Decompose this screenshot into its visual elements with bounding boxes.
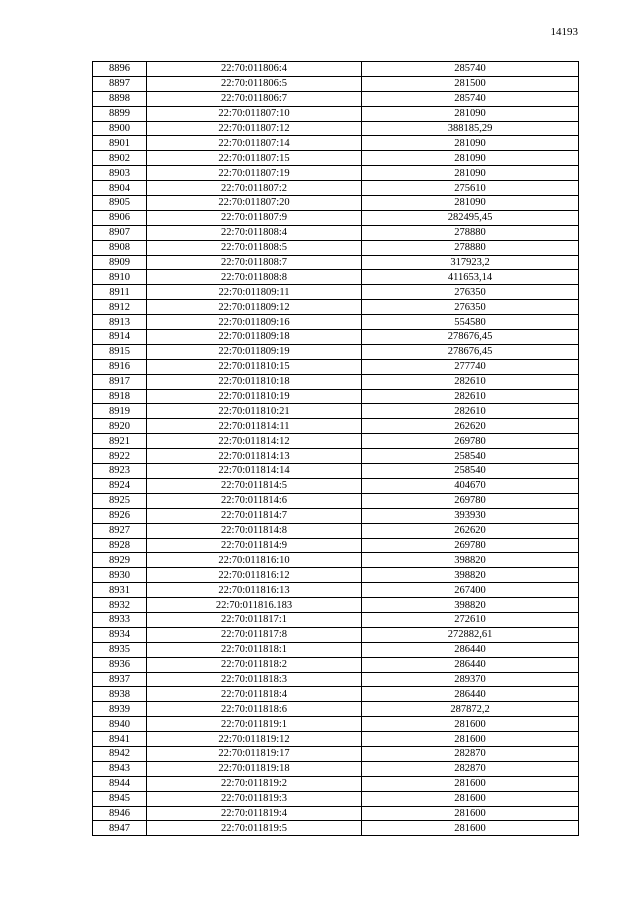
cadastral-number-cell: 22:70:011814:8: [147, 523, 362, 538]
row-index-cell: 8922: [93, 449, 147, 464]
cadastral-value-cell: 278880: [362, 240, 579, 255]
cadastral-number-cell: 22:70:011814:6: [147, 493, 362, 508]
table-row: [93, 523, 579, 538]
row-index-cell: 8896: [93, 62, 147, 77]
row-index-cell: 8905: [93, 196, 147, 211]
row-index-cell: 8914: [93, 330, 147, 345]
cadastral-number-cell: 22:70:011810:15: [147, 359, 362, 374]
cadastral-value-cell: 281600: [362, 806, 579, 821]
cadastral-value-cell: 282610: [362, 389, 579, 404]
cadastral-number-cell: 22:70:011816:10: [147, 553, 362, 568]
cadastral-value-cell: 272610: [362, 612, 579, 627]
table-row: [93, 121, 579, 136]
cadastral-value-cell: 286440: [362, 657, 579, 672]
table-row: [93, 761, 579, 776]
cadastral-value-cell: 281600: [362, 732, 579, 747]
table-row: [93, 642, 579, 657]
cadastral-number-cell: 22:70:011807:15: [147, 151, 362, 166]
row-index-cell: 8897: [93, 76, 147, 91]
row-index-cell: 8927: [93, 523, 147, 538]
row-index-cell: 8919: [93, 404, 147, 419]
cadastral-value-cell: 398820: [362, 553, 579, 568]
cadastral-value-cell: 554580: [362, 315, 579, 330]
cadastral-value-cell: 269780: [362, 434, 579, 449]
page-number: 14193: [550, 26, 578, 38]
row-index-cell: 8912: [93, 300, 147, 315]
cadastral-value-cell: 282870: [362, 761, 579, 776]
row-index-cell: 8946: [93, 806, 147, 821]
cadastral-number-cell: 22:70:011814:14: [147, 464, 362, 479]
cadastral-value-cell: 285740: [362, 62, 579, 77]
table-row: [93, 62, 579, 77]
cadastral-number-cell: 22:70:011806:7: [147, 91, 362, 106]
cadastral-value-cell: 278676,45: [362, 344, 579, 359]
cadastral-number-cell: 22:70:011817:8: [147, 627, 362, 642]
cadastral-value-cell: 282610: [362, 404, 579, 419]
cadastral-number-cell: 22:70:011814:11: [147, 419, 362, 434]
row-index-cell: 8941: [93, 732, 147, 747]
table-row: [93, 285, 579, 300]
cadastral-number-cell: 22:70:011809:12: [147, 300, 362, 315]
cadastral-number-cell: 22:70:011810:18: [147, 374, 362, 389]
row-index-cell: 8911: [93, 285, 147, 300]
cadastral-number-cell: 22:70:011806:5: [147, 76, 362, 91]
table-row: [93, 210, 579, 225]
table-row: [93, 746, 579, 761]
row-index-cell: 8901: [93, 136, 147, 151]
cadastral-value-cell: 388185,29: [362, 121, 579, 136]
row-index-cell: 8926: [93, 508, 147, 523]
table-row: [93, 776, 579, 791]
cadastral-value-cell: 276350: [362, 285, 579, 300]
cadastral-value-cell: 282495,45: [362, 210, 579, 225]
cadastral-number-cell: 22:70:011807:10: [147, 106, 362, 121]
cadastral-number-cell: 22:70:011809:16: [147, 315, 362, 330]
table-row: [93, 76, 579, 91]
row-index-cell: 8930: [93, 568, 147, 583]
row-index-cell: 8899: [93, 106, 147, 121]
table-row: [93, 359, 579, 374]
table-row: [93, 449, 579, 464]
row-index-cell: 8933: [93, 612, 147, 627]
row-index-cell: 8909: [93, 255, 147, 270]
cadastral-value-cell: 276350: [362, 300, 579, 315]
row-index-cell: 8939: [93, 702, 147, 717]
table-row: [93, 270, 579, 285]
cadastral-value-cell: 281600: [362, 821, 579, 836]
cadastral-value-cell: 282870: [362, 746, 579, 761]
cadastral-value-cell: 281090: [362, 106, 579, 121]
cadastral-number-cell: 22:70:011818:3: [147, 672, 362, 687]
table-row: [93, 508, 579, 523]
table-row: [93, 151, 579, 166]
row-index-cell: 8932: [93, 598, 147, 613]
row-index-cell: 8945: [93, 791, 147, 806]
cadastral-number-cell: 22:70:011819:18: [147, 761, 362, 776]
cadastral-value-cell: 281090: [362, 166, 579, 181]
cadastral-value-cell: 281600: [362, 791, 579, 806]
row-index-cell: 8916: [93, 359, 147, 374]
cadastral-value-cell: 281500: [362, 76, 579, 91]
cadastral-value-cell: 282610: [362, 374, 579, 389]
cadastral-value-cell: 286440: [362, 642, 579, 657]
cadastral-number-cell: 22:70:011808:7: [147, 255, 362, 270]
cadastral-value-cell: 275610: [362, 181, 579, 196]
row-index-cell: 8902: [93, 151, 147, 166]
table-row: [93, 478, 579, 493]
cadastral-value-cell: 287872,2: [362, 702, 579, 717]
cadastral-number-cell: 22:70:011819:12: [147, 732, 362, 747]
table-row: [93, 672, 579, 687]
cadastral-number-cell: 22:70:011819:1: [147, 717, 362, 732]
cadastral-value-cell: 262620: [362, 419, 579, 434]
table-row: [93, 136, 579, 151]
table-row: [93, 687, 579, 702]
row-index-cell: 8923: [93, 464, 147, 479]
cadastral-value-cell: 404670: [362, 478, 579, 493]
table-row: [93, 732, 579, 747]
table-row: [93, 91, 579, 106]
cadastral-value-cell: 317923,2: [362, 255, 579, 270]
row-index-cell: 8944: [93, 776, 147, 791]
cadastral-number-cell: 22:70:011819:4: [147, 806, 362, 821]
cadastral-number-cell: 22:70:011818:2: [147, 657, 362, 672]
cadastral-number-cell: 22:70:011810:19: [147, 389, 362, 404]
row-index-cell: 8928: [93, 538, 147, 553]
cadastral-value-cell: 267400: [362, 583, 579, 598]
cadastral-number-cell: 22:70:011818:6: [147, 702, 362, 717]
row-index-cell: 8903: [93, 166, 147, 181]
cadastral-number-cell: 22:70:011807:2: [147, 181, 362, 196]
cadastral-number-cell: 22:70:011806:4: [147, 62, 362, 77]
cadastral-value-cell: 272882,61: [362, 627, 579, 642]
cadastral-value-cell: 289370: [362, 672, 579, 687]
cadastral-number-cell: 22:70:011819:2: [147, 776, 362, 791]
cadastral-number-cell: 22:70:011810:21: [147, 404, 362, 419]
table-row: [93, 657, 579, 672]
cadastral-number-cell: 22:70:011814:5: [147, 478, 362, 493]
row-index-cell: 8918: [93, 389, 147, 404]
cadastral-value-cell: 281600: [362, 717, 579, 732]
row-index-cell: 8921: [93, 434, 147, 449]
row-index-cell: 8913: [93, 315, 147, 330]
cadastral-value-cell: 269780: [362, 493, 579, 508]
table-row: [93, 717, 579, 732]
cadastral-number-cell: 22:70:011814:7: [147, 508, 362, 523]
cadastral-number-cell: 22:70:011816:13: [147, 583, 362, 598]
row-index-cell: 8936: [93, 657, 147, 672]
row-index-cell: 8924: [93, 478, 147, 493]
table-row: [93, 538, 579, 553]
cadastral-number-cell: 22:70:011814:13: [147, 449, 362, 464]
table-row: [93, 821, 579, 836]
table-row: [93, 404, 579, 419]
row-index-cell: 8910: [93, 270, 147, 285]
table-row: [93, 493, 579, 508]
cadastral-value-cell: 393930: [362, 508, 579, 523]
table-row: [93, 166, 579, 181]
cadastral-number-cell: 22:70:011818:4: [147, 687, 362, 702]
table-row: [93, 344, 579, 359]
cadastral-number-cell: 22:70:011807:14: [147, 136, 362, 151]
cadastral-number-cell: 22:70:011809:11: [147, 285, 362, 300]
table-row: [93, 300, 579, 315]
cadastral-number-cell: 22:70:011816:12: [147, 568, 362, 583]
table-row: [93, 255, 579, 270]
cadastral-number-cell: 22:70:011819:5: [147, 821, 362, 836]
table-row: [93, 464, 579, 479]
cadastral-number-cell: 22:70:011807:19: [147, 166, 362, 181]
table-row: [93, 568, 579, 583]
cadastral-value-cell: 278880: [362, 225, 579, 240]
cadastral-value-cell: 398820: [362, 598, 579, 613]
row-index-cell: 8931: [93, 583, 147, 598]
cadastral-value-cell: 281090: [362, 136, 579, 151]
row-index-cell: 8943: [93, 761, 147, 776]
row-index-cell: 8917: [93, 374, 147, 389]
cadastral-number-cell: 22:70:011807:9: [147, 210, 362, 225]
cadastral-number-cell: 22:70:011817:1: [147, 612, 362, 627]
table-row: [93, 553, 579, 568]
table-row: [93, 702, 579, 717]
table-row: [93, 106, 579, 121]
cadastral-value-cell: 281090: [362, 196, 579, 211]
table-row: [93, 389, 579, 404]
cadastral-value-cell: 411653,14: [362, 270, 579, 285]
cadastral-number-cell: 22:70:011816.183: [147, 598, 362, 613]
table-row: [93, 791, 579, 806]
cadastral-value-cell: 258540: [362, 449, 579, 464]
table-row: [93, 612, 579, 627]
cadastral-value-cell: 277740: [362, 359, 579, 374]
row-index-cell: 8920: [93, 419, 147, 434]
row-index-cell: 8925: [93, 493, 147, 508]
cadastral-value-cell: 286440: [362, 687, 579, 702]
table-row: [93, 330, 579, 345]
cadastral-value-table: [92, 61, 579, 836]
cadastral-value-cell: 281600: [362, 776, 579, 791]
row-index-cell: 8906: [93, 210, 147, 225]
row-index-cell: 8937: [93, 672, 147, 687]
row-index-cell: 8935: [93, 642, 147, 657]
cadastral-value-cell: 258540: [362, 464, 579, 479]
row-index-cell: 8898: [93, 91, 147, 106]
cadastral-number-cell: 22:70:011814:9: [147, 538, 362, 553]
cadastral-value-cell: 281090: [362, 151, 579, 166]
table-row: [93, 181, 579, 196]
cadastral-value-cell: 262620: [362, 523, 579, 538]
cadastral-number-cell: 22:70:011808:5: [147, 240, 362, 255]
row-index-cell: 8947: [93, 821, 147, 836]
row-index-cell: 8938: [93, 687, 147, 702]
row-index-cell: 8900: [93, 121, 147, 136]
cadastral-number-cell: 22:70:011807:20: [147, 196, 362, 211]
table-row: [93, 315, 579, 330]
row-index-cell: 8904: [93, 181, 147, 196]
cadastral-number-cell: 22:70:011809:18: [147, 330, 362, 345]
table-row: [93, 434, 579, 449]
table-row: [93, 806, 579, 821]
table-body: [93, 62, 579, 836]
cadastral-number-cell: 22:70:011807:12: [147, 121, 362, 136]
table-row: [93, 196, 579, 211]
cadastral-number-cell: 22:70:011814:12: [147, 434, 362, 449]
table-row: [93, 598, 579, 613]
row-index-cell: 8934: [93, 627, 147, 642]
row-index-cell: 8908: [93, 240, 147, 255]
cadastral-value-cell: 285740: [362, 91, 579, 106]
row-index-cell: 8915: [93, 344, 147, 359]
cadastral-number-cell: 22:70:011808:4: [147, 225, 362, 240]
table-row: [93, 374, 579, 389]
table-row: [93, 627, 579, 642]
cadastral-value-cell: 278676,45: [362, 330, 579, 345]
cadastral-number-cell: 22:70:011809:19: [147, 344, 362, 359]
cadastral-number-cell: 22:70:011818:1: [147, 642, 362, 657]
table-row: [93, 419, 579, 434]
cadastral-value-cell: 398820: [362, 568, 579, 583]
row-index-cell: 8907: [93, 225, 147, 240]
cadastral-number-cell: 22:70:011819:17: [147, 746, 362, 761]
row-index-cell: 8940: [93, 717, 147, 732]
cadastral-number-cell: 22:70:011808:8: [147, 270, 362, 285]
row-index-cell: 8929: [93, 553, 147, 568]
table-row: [93, 240, 579, 255]
table-row: [93, 225, 579, 240]
cadastral-number-cell: 22:70:011819:3: [147, 791, 362, 806]
table-row: [93, 583, 579, 598]
row-index-cell: 8942: [93, 746, 147, 761]
cadastral-value-cell: 269780: [362, 538, 579, 553]
